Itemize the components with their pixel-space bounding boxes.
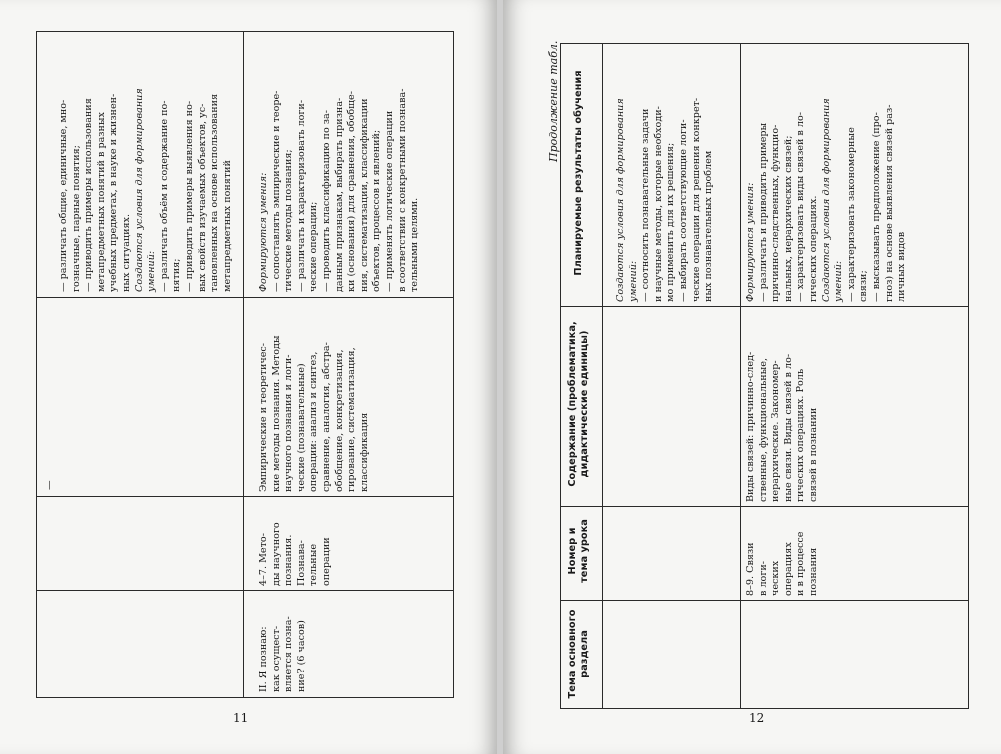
lesson-cell-row2: [745, 506, 821, 596]
table-border-bottom: [560, 708, 969, 709]
text-line: Формируются умения:: [745, 182, 756, 302]
results-cell-row1: [58, 36, 234, 292]
text-line: — проводить классификацию по за-: [320, 110, 332, 292]
header-results: [573, 44, 585, 302]
text-line: и в процессе: [795, 531, 807, 596]
column-divider: [560, 600, 969, 601]
text-line: операции: [320, 537, 332, 586]
header-text: Содержание (проблематика,: [567, 321, 578, 487]
column-divider: [36, 297, 454, 298]
text-line: ных ситуациях.: [120, 213, 132, 292]
text-line: в логи-: [757, 561, 769, 596]
text-line: Создаются условия для формирования: [615, 98, 626, 302]
text-line: — сопоставлять эмпирические и теоре-: [270, 90, 282, 292]
header-text: тема урока: [579, 519, 590, 583]
text-line: II. Я познаю:: [258, 626, 269, 692]
table-caption: Продолжение табл.: [547, 40, 560, 162]
results-cell-row2: [745, 44, 909, 302]
text-line: ческие операции для решения конкрет-: [690, 97, 702, 302]
text-line: тановленных на основе использования: [209, 93, 221, 292]
text-line: ных познавательных проблем: [703, 150, 715, 302]
text-line: вых свойств изучаемых объектов, ус-: [196, 103, 208, 292]
text-line: — характеризовать закономерные: [845, 127, 857, 302]
header-lesson: [567, 506, 591, 596]
column-divider: [36, 590, 454, 591]
text-line: сравнение, аналогия, абстра-: [320, 342, 332, 492]
right-page: [503, 0, 1001, 754]
header-content: [567, 306, 591, 502]
text-line: ческих: [770, 560, 782, 596]
content-cell-row2: [745, 306, 821, 502]
table-border-left: [36, 31, 37, 698]
text-line: гических операциях. Роль: [795, 368, 807, 502]
text-line: как осущест-: [270, 625, 282, 692]
text-line: гирование, систематизация,: [346, 347, 358, 492]
text-line: умений:: [627, 260, 639, 302]
text-line: ние? (6 часов): [295, 620, 307, 692]
results-cell-row2: [258, 36, 422, 292]
text-line: причинно-следственных, функцио-: [770, 124, 782, 302]
text-line: обобщение, конкретизация,: [333, 349, 345, 492]
text-line: гических операциях.: [807, 195, 819, 302]
text-line: операции: анализ и синтез,: [308, 351, 320, 492]
text-line: ды научного: [270, 522, 282, 586]
text-line: учебных предметах, в науке и жизнен-: [108, 93, 120, 292]
text-line: тельные: [308, 543, 320, 586]
text-line: Эмпирические и теоретичес-: [258, 343, 269, 492]
dash: —: [44, 480, 55, 490]
table-border-bottom: [36, 697, 454, 698]
text-line: объектов, процессов и явлений;: [371, 129, 383, 292]
content-cell-row2: [258, 302, 371, 492]
text-line: в соответствии с конкретными познава-: [396, 88, 408, 292]
text-line: нальных, иерархических связей;: [782, 135, 794, 302]
text-line: тические методы познания;: [283, 149, 295, 292]
text-line: — различать и характеризовать логи-: [295, 99, 307, 292]
text-line: ственные, функциональные,: [757, 357, 769, 502]
header-text: Тема основного: [567, 609, 578, 699]
left-page: [0, 0, 497, 754]
table-border-right: [453, 31, 454, 698]
text-line: — высказывать предположение (про-: [870, 112, 882, 302]
header-divider: [602, 43, 603, 709]
text-line: операциях: [782, 542, 794, 596]
text-line: классификация: [358, 412, 370, 492]
text-line: Виды связей: причинно-след-: [745, 351, 756, 502]
text-line: данным признакам, выбирать призна-: [333, 97, 345, 292]
text-line: ческие (познавательные): [295, 363, 307, 492]
dash-cell: [44, 330, 57, 490]
row-divider: [740, 43, 741, 709]
text-line: Познава-: [295, 540, 307, 586]
text-line: — различать общие, единичные, мно-: [58, 99, 69, 292]
text-line: — применять логические операции: [383, 110, 395, 292]
text-line: — различать объём и содержание по-: [158, 100, 170, 292]
text-line: ки (основания) для сравнения, обобще-: [346, 91, 358, 292]
text-line: — соотносить познавательные задачи: [640, 108, 652, 302]
page-number: 12: [749, 711, 765, 725]
header-section: [567, 604, 591, 704]
text-line: — приводить примеры использования: [83, 98, 95, 292]
text-line: Создаются условия для формирования: [820, 98, 832, 302]
table-border-right: [968, 43, 969, 709]
text-line: метапредметных понятий в разных: [95, 112, 107, 292]
text-line: научного познания и логи-: [283, 354, 295, 492]
text-line: гозначные, парные понятия;: [70, 145, 82, 292]
text-line: — приводить примеры выявления но-: [183, 100, 195, 292]
page-number: 11: [233, 711, 249, 725]
header-text: дидактические единицы): [579, 330, 590, 478]
lesson-cell-row2: [258, 496, 334, 586]
text-line: — характеризовать виды связей в ло-: [795, 112, 807, 302]
header-text: Номер и: [567, 527, 578, 575]
text-line: познания: [807, 547, 819, 596]
text-line: 8–9. Связи: [745, 542, 756, 596]
text-line: Формируются умения:: [258, 172, 269, 292]
text-line: умений:: [833, 260, 845, 302]
text-line: вляется позна-: [283, 616, 295, 692]
text-line: личных видов: [896, 231, 908, 302]
table-border-left: [560, 43, 561, 709]
text-line: 4–7. Мето-: [258, 533, 269, 586]
section-cell-row2: [258, 592, 308, 692]
text-line: связей в познании: [807, 407, 819, 502]
text-line: Создаются условия для формирования: [133, 88, 145, 292]
results-cell-row1: [615, 44, 716, 302]
text-line: тельными целями.: [409, 197, 421, 292]
header-text: Планируемые результаты обучения: [573, 70, 584, 276]
text-line: нятия;: [171, 258, 183, 292]
text-line: иерархические. Закономер-: [770, 360, 782, 502]
table-border-top: [36, 31, 454, 32]
header-text: раздела: [579, 630, 590, 678]
text-line: связи;: [858, 270, 870, 302]
row-divider: [243, 31, 244, 698]
text-line: умений:: [146, 250, 158, 292]
text-line: ные связи. Виды связей в ло-: [782, 353, 794, 502]
text-line: ния, систематизации, классификации: [358, 98, 370, 292]
text-line: мо применить для их решения;: [665, 142, 677, 302]
text-line: — выбирать соответствующие логи-: [677, 119, 689, 302]
text-line: познания.: [283, 534, 295, 586]
text-line: метапредметных понятий: [221, 160, 233, 292]
column-divider: [36, 496, 454, 497]
text-line: и научные методы, которые необходи-: [652, 106, 664, 302]
text-line: кие методы познания. Методы: [270, 335, 282, 492]
text-line: гноз) на основе выявления связей раз-: [883, 104, 895, 302]
text-line: ческие операции;: [308, 201, 320, 292]
text-line: — различать и приводить примеры: [757, 122, 769, 302]
